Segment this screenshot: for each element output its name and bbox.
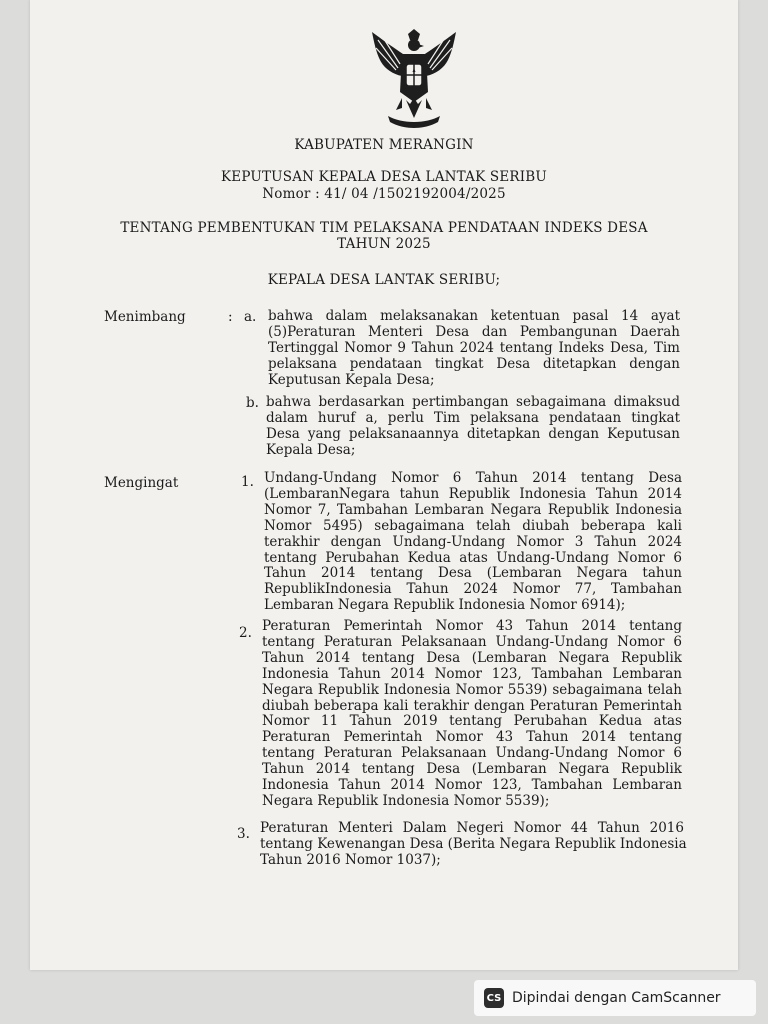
text-line: Nomor 7, Tambahan Lembaran Negara Republik Indonesia	[264, 501, 682, 518]
decree-subject-line-2: TAHUN 2025	[337, 236, 431, 252]
mengingat-2-text	[262, 619, 682, 810]
text-line: Desa yang pelaksanaannya ditetapkan dengan Keputusan	[266, 425, 680, 442]
decree-subject-line-1: TENTANG PEMBENTUKAN TIM PELAKSANA PENDATAAN INDEKS DESA	[120, 220, 648, 236]
text-line: Tahun 2014 tentang Desa (Lembaran Negara tahun	[264, 565, 682, 582]
text-line: RepublikIndonesia Tahun 2024 Nomor 77, Tambahan	[264, 581, 682, 598]
decree-title: KEPUTUSAN KEPALA DESA LANTAK SERIBU	[221, 169, 547, 185]
text-line: dalam huruf a, perlu Tim pelaksana pendataan tingkat	[266, 409, 680, 426]
text-line: (5)Peraturan Menteri Desa dan Pembangunan Daerah	[268, 323, 680, 340]
text-line: pelaksana pendataan tingkat Desa ditetapkan dengan	[268, 355, 680, 372]
text-line: Tahun 2016 Nomor 1037);	[260, 851, 441, 868]
text-line: tentang Peraturan Pelaksanaan Undang-Undang Nomor 6	[262, 633, 682, 650]
authority-statement: KEPALA DESA LANTAK SERIBU;	[267, 272, 501, 288]
text-line: tentang Kewenangan Desa (Berita Negara Republik Indonesia	[260, 835, 687, 852]
menimbang-label: Menimbang	[104, 309, 186, 325]
garuda-emblem-icon	[368, 28, 460, 132]
mengingat-1-text	[264, 471, 682, 614]
text-line: Tertinggal Nomor 9 Tahun 2024 tentang Indeks Desa, Tim	[268, 339, 680, 356]
text-line: Tahun 2014 tentang Desa (Lembaran Negara Republik	[262, 649, 682, 666]
text-line: Nomor 11 Tahun 2019 tentang Perubahan Kedua atas	[262, 713, 682, 730]
mengingat-3-text	[260, 820, 687, 869]
menimbang-a-marker: a.	[244, 309, 257, 325]
menimbang-a-text	[268, 309, 680, 389]
text-line: Negara Republik Indonesia Nomor 5539);	[262, 792, 550, 809]
text-line: Peraturan Pemerintah Nomor 43 Tahun 2014 tentang	[262, 618, 682, 634]
text-line: Nomor 5495) sebagaimana telah diubah beberapa kali	[264, 517, 682, 534]
mengingat-3-marker: 3.	[237, 826, 250, 842]
text-line: Negara Republik Indonesia Nomor 5539) sebagaimana telah	[262, 681, 682, 698]
text-line: Tahun 2014 tentang Desa (Lembaran Negara Republik	[262, 761, 682, 778]
text-line: diubah beberapa kali terakhir dengan Peraturan Pemerintah	[262, 697, 682, 714]
text-line: tentang Perubahan Kedua atas Undang-Undang Nomor 6	[264, 549, 682, 566]
text-line: terakhir dengan Undang-Undang Nomor 3 Tahun 2024	[264, 533, 682, 550]
camscanner-icon: CS	[484, 988, 504, 1008]
text-line: Indonesia Tahun 2014 Nomor 123, Tambahan Lembaran	[262, 665, 682, 682]
regency-name: KABUPATEN MERANGIN	[294, 137, 474, 153]
text-line: Keputusan Kepala Desa;	[268, 371, 435, 388]
scanner-watermark	[474, 980, 756, 1016]
text-line: Lembaran Negara Republik Indonesia Nomor 6914);	[264, 597, 626, 614]
text-line: (LembaranNegara tahun Republik Indonesia Tahun 2014	[264, 485, 682, 502]
text-line: tentang Peraturan Pelaksanaan Undang-Undang Nomor 6	[262, 745, 682, 762]
text-line: Peraturan Pemerintah Nomor 43 Tahun 2014 tentang	[262, 729, 682, 746]
menimbang-b-marker: b.	[246, 395, 259, 411]
text-line: Kepala Desa;	[266, 441, 356, 458]
mengingat-label: Mengingat	[104, 475, 179, 491]
menimbang-colon: :	[228, 309, 233, 325]
text-line: bahwa berdasarkan pertimbangan sebagaimana dimaksud	[266, 394, 680, 410]
text-line: Undang-Undang Nomor 6 Tahun 2014 tentang Desa	[264, 470, 682, 486]
text-line: bahwa dalam melaksanakan ketentuan pasal 14 ayat	[268, 308, 680, 324]
mengingat-2-marker: 2.	[239, 625, 252, 641]
text-line: Indonesia Tahun 2014 Nomor 123, Tambahan Lembaran	[262, 777, 682, 794]
menimbang-b-text	[266, 395, 680, 459]
text-line: Peraturan Menteri Dalam Negeri Nomor 44 Tahun 2016	[260, 820, 684, 836]
decree-number: Nomor : 41/ 04 /1502192004/2025	[262, 186, 506, 202]
mengingat-1-marker: 1.	[241, 474, 254, 490]
scanner-watermark-text: Dipindai dengan CamScanner	[512, 990, 721, 1006]
